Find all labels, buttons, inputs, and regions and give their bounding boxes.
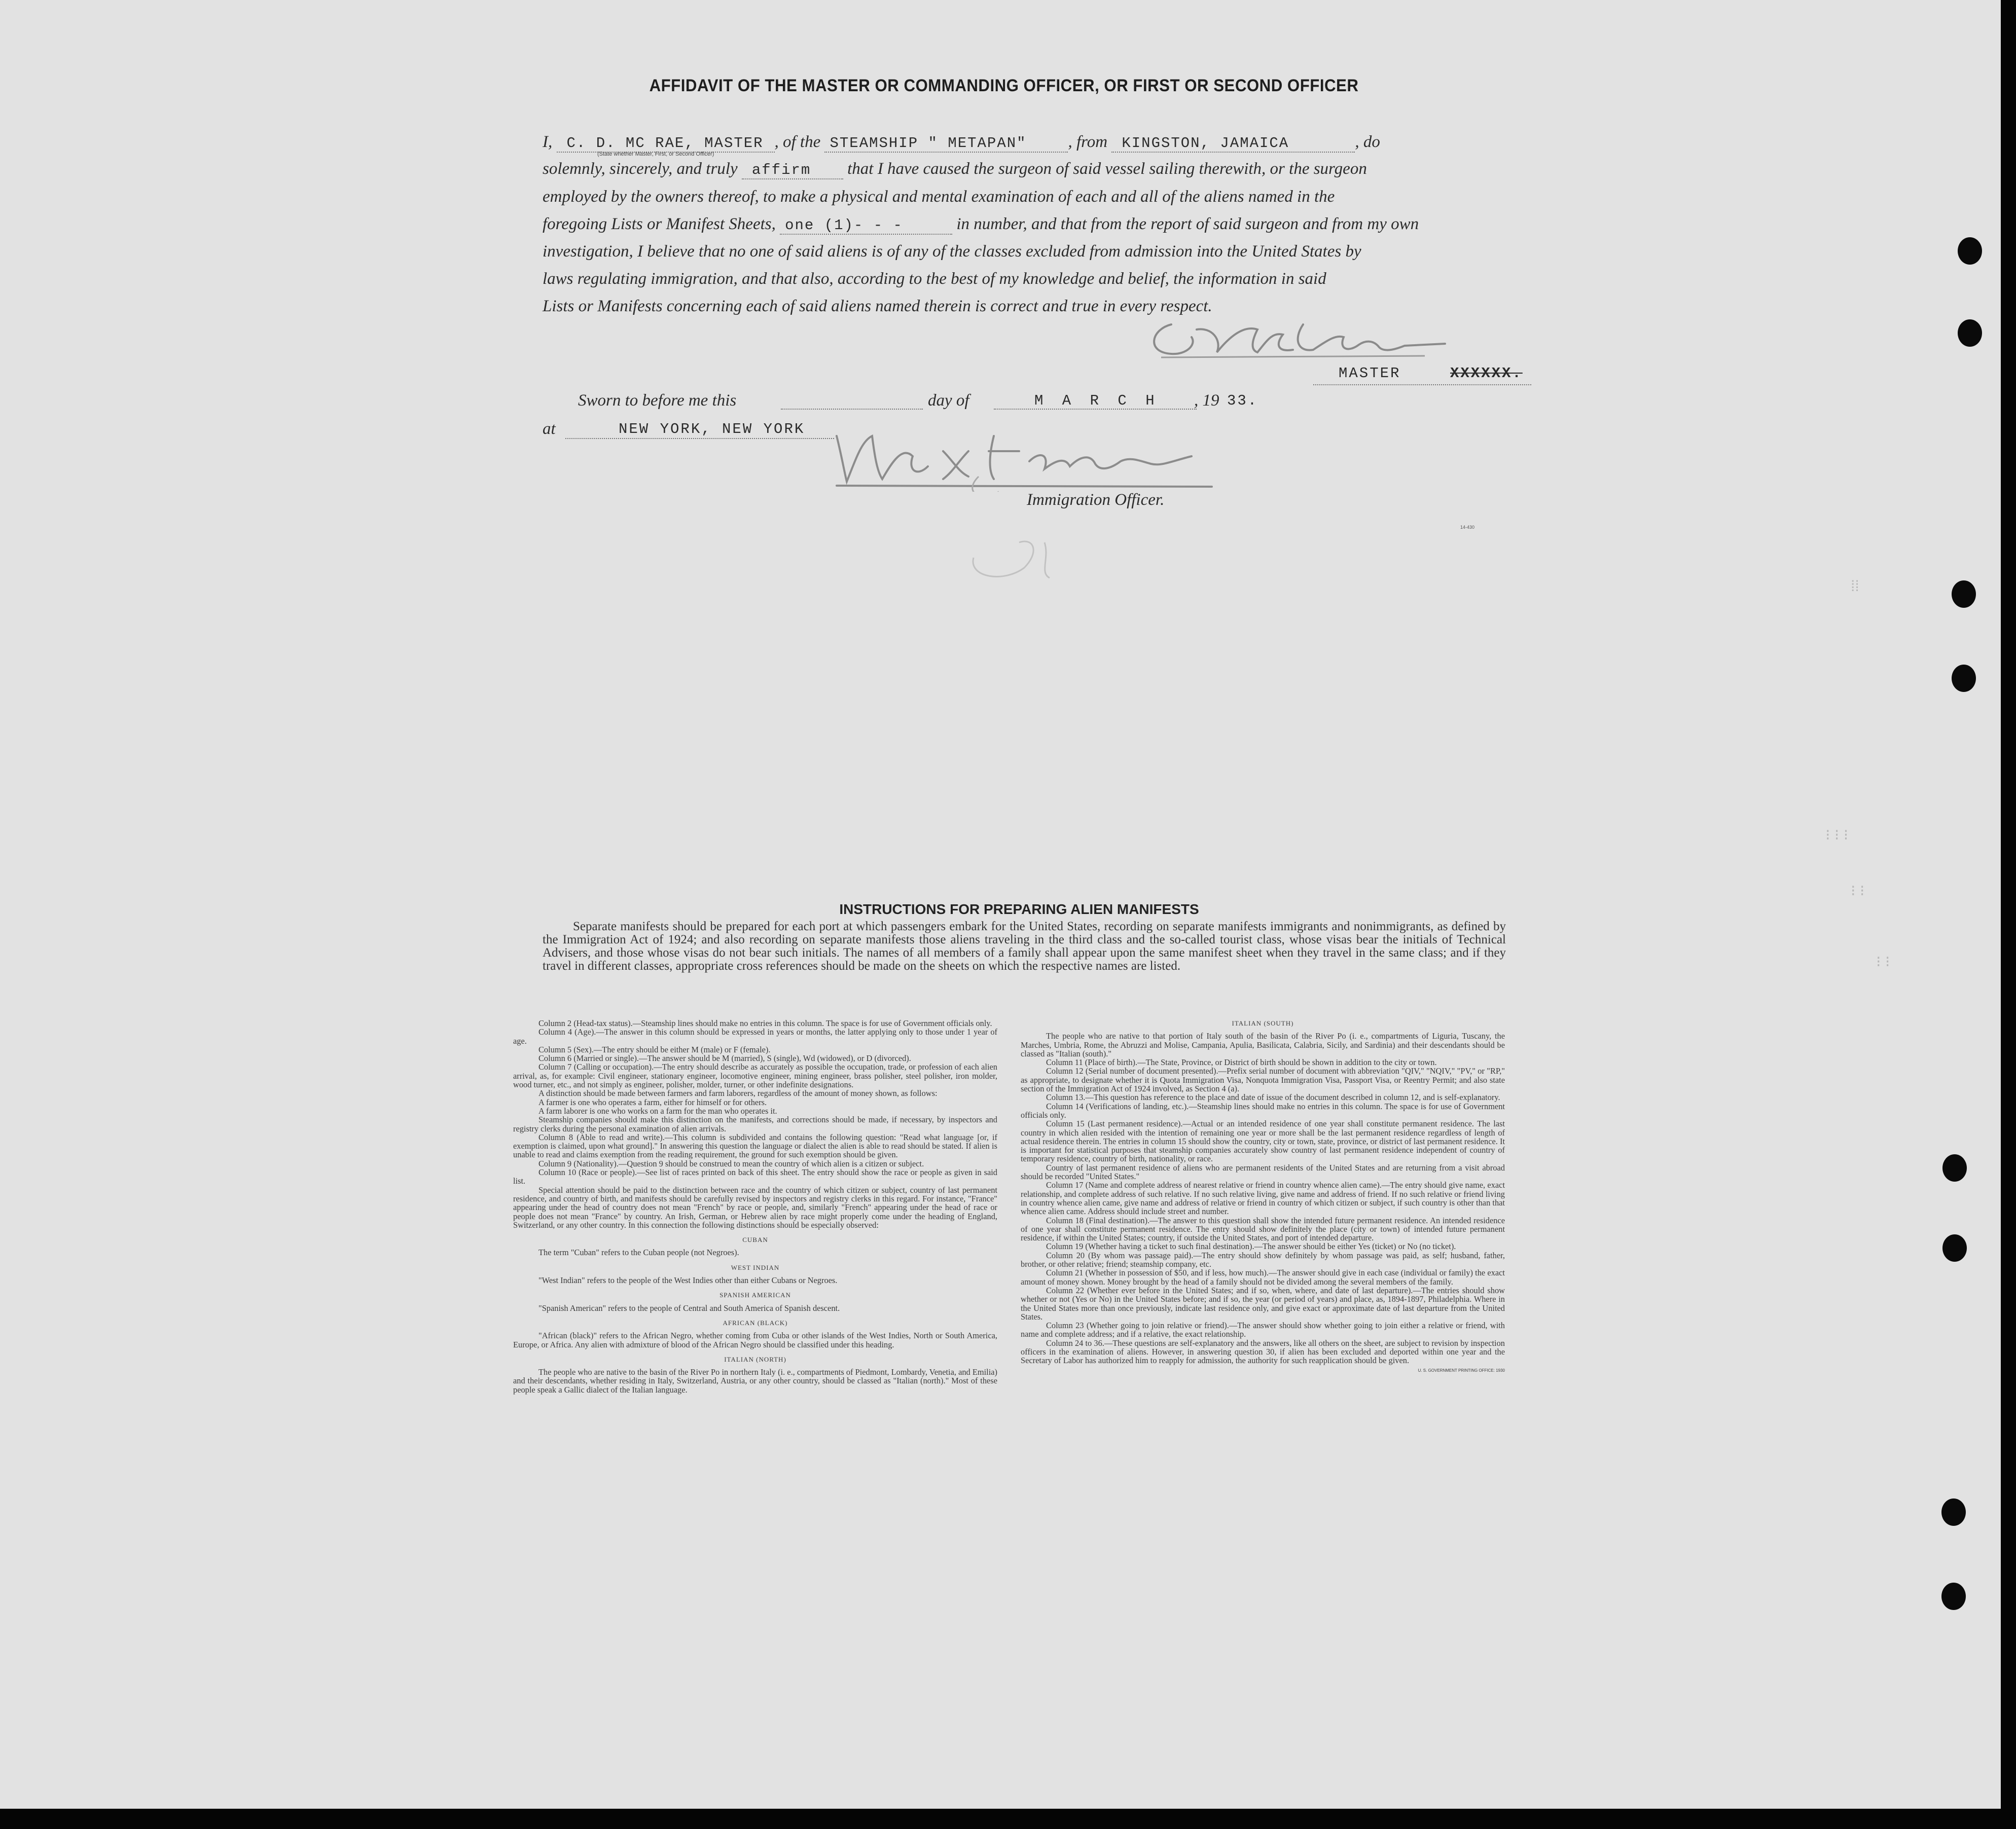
year-prefix: , 19 [1194, 391, 1219, 410]
instruction-paragraph: Column 6 (Married or single).—The answer should be M (married), S (single), Wd (widowed), or D (divorced). [538, 1053, 911, 1064]
instruction-paragraph: Column 11 (Place of birth).—The State, Province, or District of birth should be shown in addition to the city or town. [1046, 1057, 1437, 1068]
day-of-label: day of [928, 391, 969, 410]
from-port-field: KINGSTON, JAMAICA [1111, 135, 1355, 153]
scan-border-bottom [0, 1809, 2016, 1829]
instruction-paragraph: Column 24 to 36.—These questions are self-explanatory and the answers, like all others on the sheet, are subject to revision by inspection officers in the examination of aliens. However, in answering question 30, if alien has been excluded and deported within one year and the Secretary of Labor has authorized him to reapply for admission, the authority for such reapplication should be given. [1021, 1338, 1505, 1366]
instruction-paragraph: Column 18 (Final destination).—The answer to this question shall show the intended future permanent residence. An intended residence of one year shall constitute permanent residence. The entry should show definitely the place (city or town) of intended future permanent residence, if within the United States; country, if outside the United States, and port of intended departure. [1021, 1215, 1505, 1243]
sheet-count-field: one (1)- - - [780, 217, 952, 235]
instruction-paragraph: Column 9 (Nationality).—Question 9 should be construed to mean the country of which alien is a citizen or subject. [538, 1158, 924, 1168]
master-signature [1141, 309, 1455, 365]
place-field: NEW YORK, NEW YORK [619, 421, 805, 437]
affidavit-line-1 [543, 133, 1526, 153]
bleed-through-scribble [963, 527, 1105, 583]
affidavit-text: that I have caused the surgeon of said vessel sailing therewith, or the surgeon [847, 160, 1367, 178]
section-heading-italian-south: ITALIAN (SOUTH) [1232, 1019, 1294, 1027]
instructions-right-column [1021, 1019, 1505, 1375]
affidavit-title: AFFIDAVIT OF THE MASTER OR COMMANDING OFFICER, OR FIRST OR SECOND OFFICER [649, 76, 1359, 95]
affidavit-line-4 [543, 215, 1526, 235]
instruction-paragraph: The term "Cuban" refers to the Cuban people (not Negroes). [538, 1248, 739, 1258]
affidavit-text: , of the [774, 133, 821, 151]
printer-imprint: U. S. GOVERNMENT PRINTING OFFICE: 1930 [1418, 1368, 1505, 1373]
affidavit-text: solemnly, sincerely, and truly [543, 160, 738, 178]
section-heading-west-indian: WEST INDIAN [731, 1263, 780, 1271]
year-field: 33. [1227, 392, 1258, 409]
instruction-paragraph: Special attention should be paid to the distinction between race and the country of which citizen or subject, country of last permanent residence, and country of birth, and manifests should be carefully revised by inspectors and registry clerks in this regard. For instance, "France" appearing under the head of country does not mean "French" by race or people, and, similarly "French" appearing under the head of race or people does not mean "France" by country. An Irish, German, or Hebrew alien by race might properly come under the heading of England, Switzerland, or any other country. In this connection the following distinctions should be especially observed: [513, 1185, 997, 1230]
steamship-field: STEAMSHIP " METAPAN" [824, 135, 1068, 153]
scan-border-right [2001, 0, 2016, 1829]
instruction-paragraph: A farmer is one who operates a farm, either for himself or for others. [538, 1097, 767, 1107]
affidavit-line-2 [543, 160, 1526, 179]
instruction-paragraph: The people who are native to that portion of Italy south of the basin of the River Po (i. e., compartments of Liguria, Tuscany, the Marches, Umbria, Rome, the Abruzzi and Molise, Campania, Apulia, Basilicata, Calabria, Sicily, and Sardinia) and their descendants should be classed as "Italian (south)." [1021, 1031, 1505, 1058]
place-line [565, 438, 834, 439]
instruction-paragraph: Column 20 (By whom was passage paid).—The entry should show definitely by whom passage was paid, as self; husband, father, brother, or other relative; friend; steamship company, etc. [1021, 1250, 1505, 1269]
binder-hole [1941, 1498, 1966, 1526]
instruction-paragraph: A farm laborer is one who works on a farm for the man who operates it. [538, 1106, 777, 1116]
section-heading-cuban: CUBAN [742, 1236, 768, 1244]
form-number: 14-430 [1460, 525, 1475, 530]
affidavit-line-6: laws regulating immigration, and that also, according to the best of my knowledge and belief, the information in said [543, 270, 1326, 288]
affirm-field: affirm [742, 162, 843, 179]
affidavit-text: , from [1068, 133, 1108, 151]
instruction-paragraph: Column 4 (Age).—The answer in this column should be expressed in years or months, the latter applying only to those under 1 year of age. [513, 1027, 997, 1046]
instruction-paragraph: Column 7 (Calling or occupation).—The entry should describe as accurately as possible the occupation, trade, or profession of each alien arrival, as, for example: Civil engineer, stationary engineer, locomotive engineer, mining engineer, brass polisher, steel polisher, iron molder, wood turner, etc., and not simply as engineer, polisher, molder, turner, or other indefinite designations. [513, 1062, 997, 1090]
instruction-paragraph: Column 15 (Last permanent residence).—Actual or an intended residence of one year shall constitute permanent residence. The last country in which alien resided with the intention of remaining one year or more shall be the last permanent residence regardless of length of actual residence therein. The entries in column 15 should show the country, city or town, state, province, or district of last permanent residence. It is important for statistical purposes that steamship companies accurately show country of last permanent residence independent of country of temporary residence, country of birth, nationality, or race. [1021, 1119, 1505, 1164]
instruction-paragraph: "African (black)" refers to the African Negro, whether coming from Cuba or other islands of the West Indies, North or South America, Europe, or Africa. Any alien with admixture of blood of the African Negro should be classified under this heading. [513, 1331, 997, 1349]
sworn-day-line [781, 409, 923, 410]
instruction-paragraph: Column 8 (Able to read and write).—This column is subdivided and contains the following question: "Read what language [or, if exemption is claimed, upon what ground]." In answering this question the language or dialect the alien is able to read should be stated. If alien is unable to read and claims exemption from the reading requirement, the ground for such exemption should be given. [513, 1132, 997, 1160]
instruction-paragraph: Column 12 (Serial number of document presented).—Prefix serial number of document with abbreviation "QIV," "NQIV," "PV," or "RP," as appropriate, to designate whether it is Quota Immigration Visa, Nonquota Immigration Visa, Passport Visa, or Reentry Permit; and also state section of the Immigration Act of 1924 involved, as Section 4 (a). [1021, 1066, 1505, 1094]
instruction-paragraph: "West Indian" refers to the people of the West Indies other than either Cubans or Negroes. [538, 1275, 838, 1286]
month-line [994, 409, 1197, 410]
officer-label: Immigration Officer. [1027, 491, 1165, 509]
master-name-field: C. D. MC RAE, MASTER [557, 135, 775, 153]
instruction-paragraph: Country of last permanent residence of aliens who are permanent residents of the United States and are returning from a visit abroad should be recorded "United States." [1021, 1162, 1505, 1182]
affidavit-text: I, [543, 133, 553, 151]
section-heading-african: AFRICAN (BLACK) [723, 1319, 788, 1327]
bleed-through-mark: ⁞⁞ [1851, 578, 1859, 595]
instruction-paragraph: Column 14 (Verifications of landing, etc.).—Steamship lines should make no entries in this column. The space is for use of Government officials only. [1021, 1101, 1505, 1120]
officer-signature [826, 426, 1242, 492]
instruction-paragraph: Column 19 (Whether having a ticket to such final destination).—The answer should be either Yes (ticket) or No (no ticket). [1046, 1241, 1456, 1252]
instruction-paragraph: Column 17 (Name and complete address of nearest relative or friend in country whence alien came).—The entry should give name, exact relationship, and complete address of such relative. If no such relative living, give name and address of friend. If no such relative or friend living in country whence alien came, give name and address of relative or friend in country of which citizen or subject, if such country is other than that whence alien came. Address should include street and number. [1021, 1180, 1505, 1217]
rank-label: MASTER [1339, 365, 1401, 382]
rank-struck: XXXXXX. [1450, 365, 1523, 382]
instruction-paragraph: Column 10 (Race or people).—See list of races printed on back of this sheet. The entry should show the race or people as given in said list. [513, 1167, 997, 1186]
month-field: M A R C H [1034, 392, 1160, 409]
officer-rank-note: (State whether Master, First, or Second Officer) [597, 151, 714, 157]
at-label: at [543, 420, 556, 438]
binder-hole [1952, 665, 1976, 692]
instruction-paragraph: Column 23 (Whether going to join relative or friend).—The answer should show whether going to join either a relative or friend, with name and complete address; and if a relative, the exact relationship. [1021, 1321, 1505, 1339]
sworn-label: Sworn to before me this [578, 391, 737, 410]
instruction-paragraph: A distinction should be made between farmers and farm laborers, regardless of the amount of money shown, as follows: [538, 1088, 938, 1099]
affidavit-text: in number, and that from the report of said surgeon and from my own [956, 215, 1419, 233]
section-heading-spanish-american: SPANISH AMERICAN [719, 1291, 791, 1299]
section-heading-italian-north: ITALIAN (NORTH) [724, 1355, 786, 1363]
instructions-title: INSTRUCTIONS FOR PREPARING ALIEN MANIFESTS [839, 901, 1199, 917]
binder-hole [1958, 237, 1982, 265]
instruction-paragraph: Column 21 (Whether in possession of $50, and if less, how much).—The answer should give in each case (individual or family) the exact amount of money shown. Money brought by the head of a family should not be divided among the several members of the family. [1021, 1268, 1505, 1287]
binder-hole [1941, 1583, 1966, 1610]
binder-hole [1942, 1234, 1967, 1262]
rank-underline [1313, 384, 1531, 385]
bleed-through-mark: ⁝ ⁝ ⁝ [1825, 827, 1849, 844]
instruction-paragraph: "Spanish American" refers to the people of Central and South America of Spanish descent. [538, 1303, 840, 1313]
instruction-paragraph: Column 5 (Sex).—The entry should be either M (male) or F (female). [538, 1044, 771, 1054]
affidavit-text: , do [1355, 133, 1380, 151]
binder-hole [1942, 1154, 1967, 1182]
instructions-intro: Separate manifests should be prepared for each port at which passengers embark for the United States, recording on separate manifests immigrants and nonimmigrants, as defined by the Immigration Act of 1924; and also recording on separate manifests those aliens traveling in the third class and the so-called tourist class, whose visas bear the initials of Technical Advisers, and those whose visas do not bear such initials. The names of all members of a family shall appear upon the same manifest sheet when they travel in the same class; and if they travel in different classes, appropriate cross references should be made on the sheets on which the respective names are listed. [543, 920, 1506, 973]
instruction-paragraph: Column 22 (Whether ever before in the United States; and if so, when, where, and date of last departure).—The entries should show whether or not (Yes or No) in the United States before; and if so, the year (or period of years) and place, as, 1894-1897, Philadelphia. Where in the United States more than once previously, indicate last residence only, and give exact or approximate date of last departure from the United States. [1021, 1285, 1505, 1322]
affidavit-line-3: employed by the owners thereof, to make a physical and mental examination of each and all of the aliens named in the [543, 188, 1335, 206]
bleed-through-mark: ⁝ ⁝ [1876, 954, 1890, 970]
affidavit-text: foregoing Lists or Manifest Sheets, [543, 215, 776, 233]
instruction-paragraph: The people who are native to the basin of the River Po in northern Italy (i. e., compartments of Piedmont, Lombardy, Venetia, and Emilia) and their descendants, whether residing in Italy, Switzerland, Austria, or any other country, should be classed as "Italian (north)." Most of these people speak a Gallic dialect of the Italian language. [513, 1367, 997, 1395]
instructions-left-column [513, 1019, 997, 1394]
bleed-through-mark: ⁝ ⁝ [1851, 883, 1865, 899]
instruction-paragraph: Column 2 (Head-tax status).—Steamship lines should make no entries in this column. The space is for use of Government officials only. [538, 1018, 992, 1028]
instruction-paragraph: Column 13.—This question has reference to the place and date of issue of the document described in column 12, and is self-explanatory. [1046, 1092, 1500, 1103]
binder-hole [1952, 580, 1976, 608]
binder-hole [1958, 319, 1982, 347]
instruction-paragraph: Steamship companies should make this distinction on the manifests, and corrections should be made, if necessary, by inspectors and registry clerks during the personal examination of alien arrivals. [513, 1115, 997, 1133]
affidavit-line-5: investigation, I believe that no one of said aliens is of any of the classes excluded from admission into the United States by [543, 242, 1361, 261]
affidavit-line-7: Lists or Manifests concerning each of said aliens named therein is correct and true in every respect. [543, 297, 1212, 315]
